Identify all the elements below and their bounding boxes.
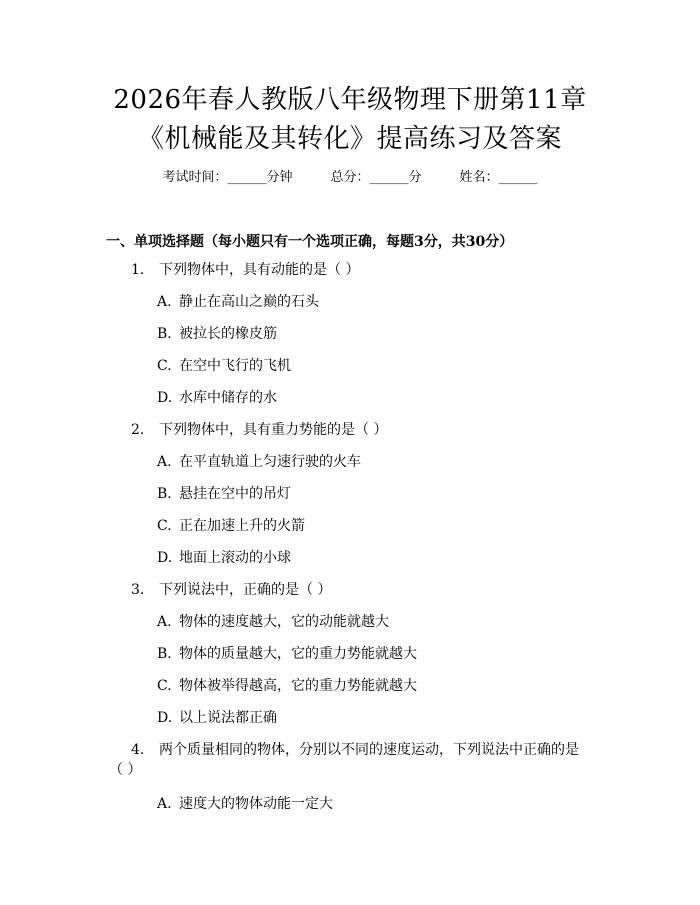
question-1	[131, 260, 359, 280]
option-2b	[157, 484, 291, 504]
question-number: 1.	[131, 262, 145, 278]
option-3a	[157, 612, 389, 632]
question-4-text-wrap: （ ）	[109, 762, 142, 778]
option-text: 物体的质量越大，它的重力势能就越大	[179, 646, 417, 662]
option-text: 正在加速上升的火箭	[179, 518, 305, 534]
page-title-line1: 2026年春人教版八年级物理下册第11章	[113, 85, 587, 115]
option-letter: B.	[157, 326, 172, 342]
option-text: 静止在高山之巅的石头	[179, 294, 319, 310]
option-letter: A.	[157, 294, 172, 310]
option-text: 物体被举得越高，它的重力势能就越大	[179, 678, 417, 694]
question-number: 3.	[131, 582, 145, 598]
exam-info-line	[0, 169, 700, 187]
option-1d	[157, 388, 277, 408]
option-letter: D.	[157, 710, 173, 726]
total-score-field: 总分：______分	[330, 170, 422, 185]
option-4a	[157, 794, 333, 814]
option-text: 以上说法都正确	[179, 710, 277, 726]
option-text: 速度大的物体动能一定大	[179, 796, 333, 812]
option-text: 在平直轨道上匀速行驶的火车	[179, 454, 361, 470]
option-letter: A.	[157, 796, 172, 812]
option-3b	[157, 644, 417, 664]
option-text: 在空中飞行的飞机	[179, 358, 291, 374]
option-text: 被拉长的橡皮筋	[179, 326, 277, 342]
option-letter: C.	[157, 358, 172, 374]
option-3c	[157, 676, 417, 696]
name-field: 姓名：______	[459, 170, 538, 185]
option-text: 地面上滚动的小球	[179, 550, 291, 566]
question-number: 2.	[131, 422, 145, 438]
option-letter: B.	[157, 646, 172, 662]
question-text: 两个质量相同的物体，分别以不同的速度运动，下列说法中正确的是	[159, 742, 579, 758]
option-letter: A.	[157, 614, 172, 630]
option-1b	[157, 324, 277, 344]
option-letter: D.	[157, 550, 173, 566]
option-text: 悬挂在空中的吊灯	[179, 486, 291, 502]
option-1a	[157, 292, 319, 312]
section-heading-single-choice: 一、单项选择题（每小题只有一个选项正确，每题3分，共30分）	[106, 234, 514, 250]
question-2	[131, 420, 387, 440]
option-1c	[157, 356, 291, 376]
question-text: 下列物体中，具有重力势能的是（ ）	[159, 422, 388, 438]
option-2c	[157, 516, 305, 536]
exam-time-field: 考试时间：______分钟	[162, 170, 293, 185]
option-letter: C.	[157, 678, 172, 694]
question-number: 4.	[131, 742, 145, 758]
question-3	[131, 580, 331, 600]
option-letter: A.	[157, 454, 172, 470]
option-2a	[157, 452, 361, 472]
page-title-line2: 《机械能及其转化》提高练习及答案	[137, 124, 562, 154]
question-text: 下列说法中，正确的是（ ）	[159, 582, 332, 598]
option-letter: D.	[157, 390, 173, 406]
option-letter: C.	[157, 518, 172, 534]
option-letter: B.	[157, 486, 172, 502]
question-4	[131, 740, 579, 760]
question-text: 下列物体中，具有动能的是（ ）	[159, 262, 360, 278]
option-3d	[157, 708, 277, 728]
option-2d	[157, 548, 291, 568]
option-text: 水库中储存的水	[179, 390, 277, 406]
option-text: 物体的速度越大，它的动能就越大	[179, 614, 389, 630]
